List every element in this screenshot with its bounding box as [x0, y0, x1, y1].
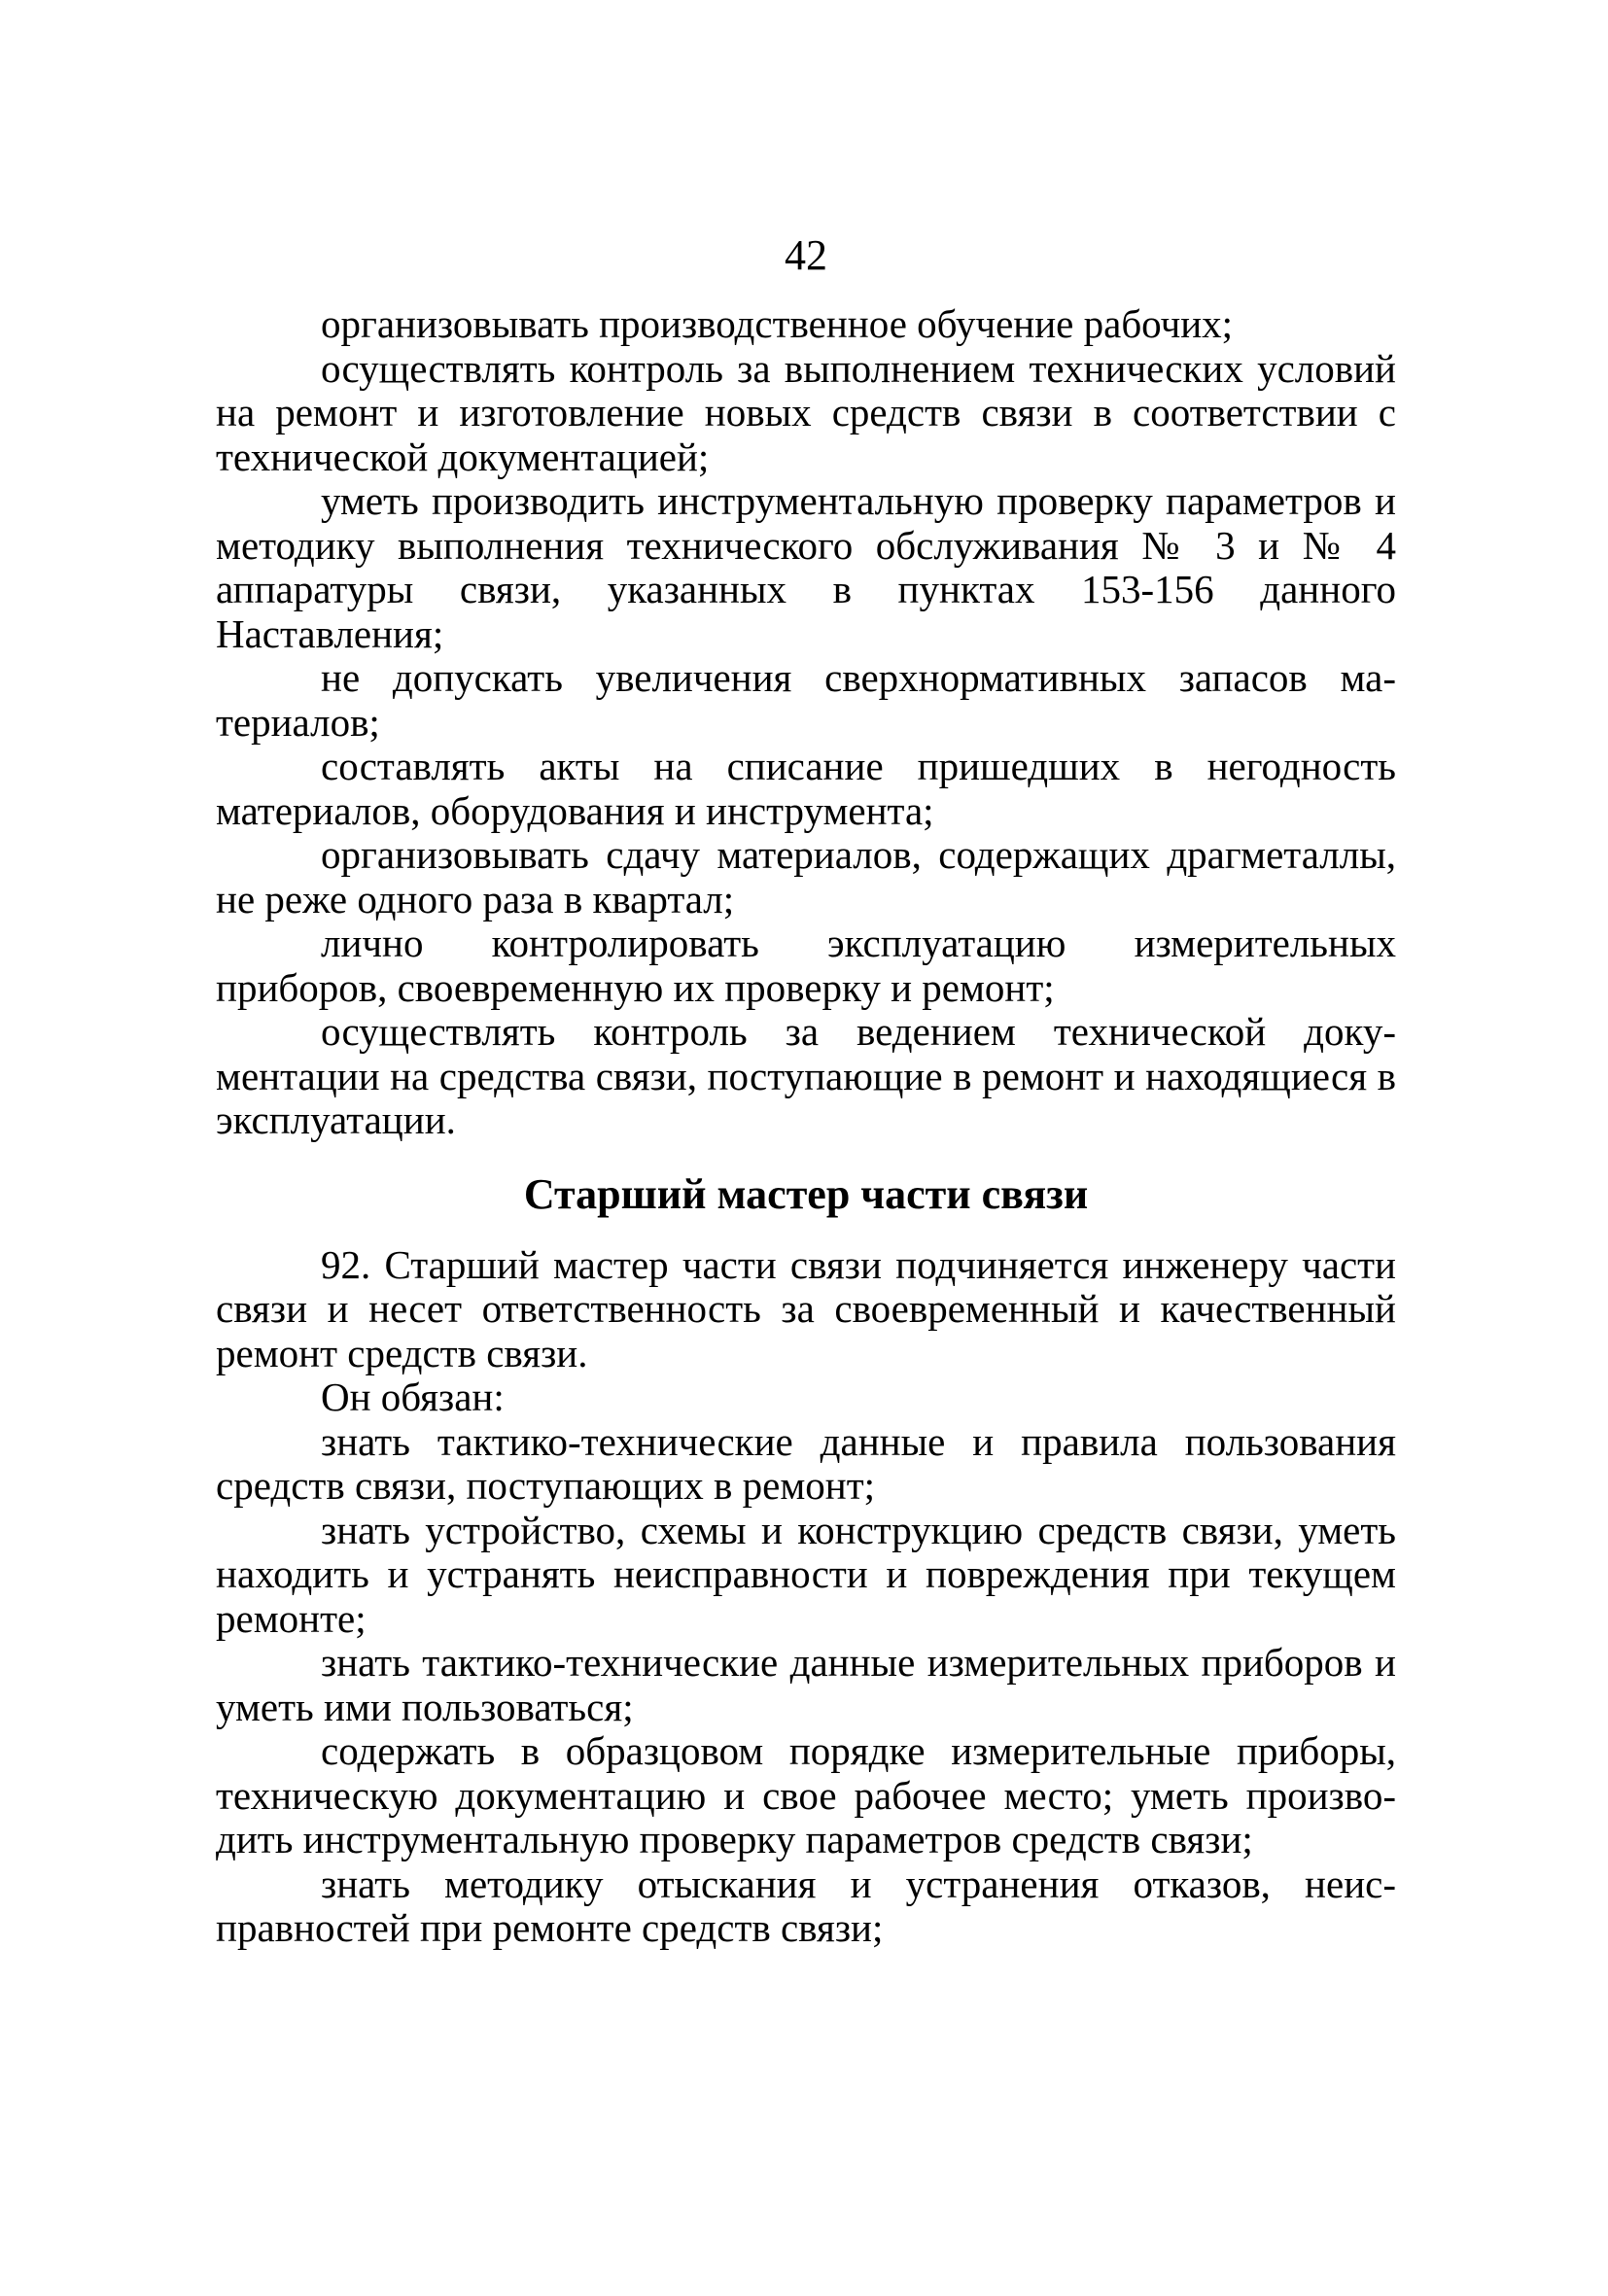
page-number: 42 — [785, 231, 827, 279]
paragraph-no-excess-stock: не допускать увеличения сверхнормативных запасов материалов; — [216, 655, 1396, 745]
paragraph-technical-documentation: осуществлять контроль за ведением технической документации на средства связи, поступающие в ремонт и находящиеся в эксплуатации. — [216, 1009, 1396, 1142]
paragraph-control-repair-conditions: осуществлять контроль за выполнением технических условий на ремонт и изготовление новых средств связи в соответствии с технической документацией; — [216, 345, 1396, 479]
paragraph-organize-training: организовывать производственное обучение рабочих; — [321, 301, 1234, 346]
paragraph-measuring-instruments: лично контролировать эксплуатацию измерительных приборов, своевременную их проверку и ремонт; — [216, 921, 1396, 1010]
paragraph-obliged: Он обязан: — [321, 1374, 505, 1419]
document-page — [216, 228, 1396, 1951]
section-title: Старший мастер части связи — [523, 1169, 1089, 1218]
paragraph-write-off-acts: составлять акты на списание пришедших в негодность материалов, оборудования и инструмента; — [216, 744, 1396, 833]
paragraph-instrumental-check: уметь производить инструментальную проверку параметров и методику выполнения технического обслуживания № 3 и № 4 аппаратуры связи, указанных в пунктах 153-156 данного Наставления; — [216, 478, 1396, 656]
paragraph-92-subordination: 92. Старший мастер части связи подчиняется инженеру части связи и несет ответственность за своевременный и качественный ремонт средств связи. — [216, 1241, 1396, 1375]
paragraph-know-ttd-usage: знать тактико-технические данные и правила пользования средств связи, поступающих в ремонт; — [216, 1418, 1396, 1508]
paragraph-fault-finding: знать методику отыскания и устранения отказов, неисправностей при ремонте средств связи; — [216, 1861, 1396, 1950]
paragraph-keep-order: содержать в образцовом порядке измерительные приборы, техническую документацию и свое рабочее место; уметь производить инструментальную проверку параметров средств связи; — [216, 1728, 1396, 1861]
paragraph-know-instruments: знать тактико-технические данные измерительных приборов и уметь ими пользоваться; — [216, 1640, 1396, 1729]
paragraph-know-structure: знать устройство, схемы и конструкцию средств связи, уметь находить и устранять неисправности и повреждения при текущем ремонте; — [216, 1507, 1396, 1641]
paragraph-precious-metals: организовывать сдачу материалов, содержащих драгметаллы, не реже одного раза в квартал; — [216, 832, 1396, 922]
